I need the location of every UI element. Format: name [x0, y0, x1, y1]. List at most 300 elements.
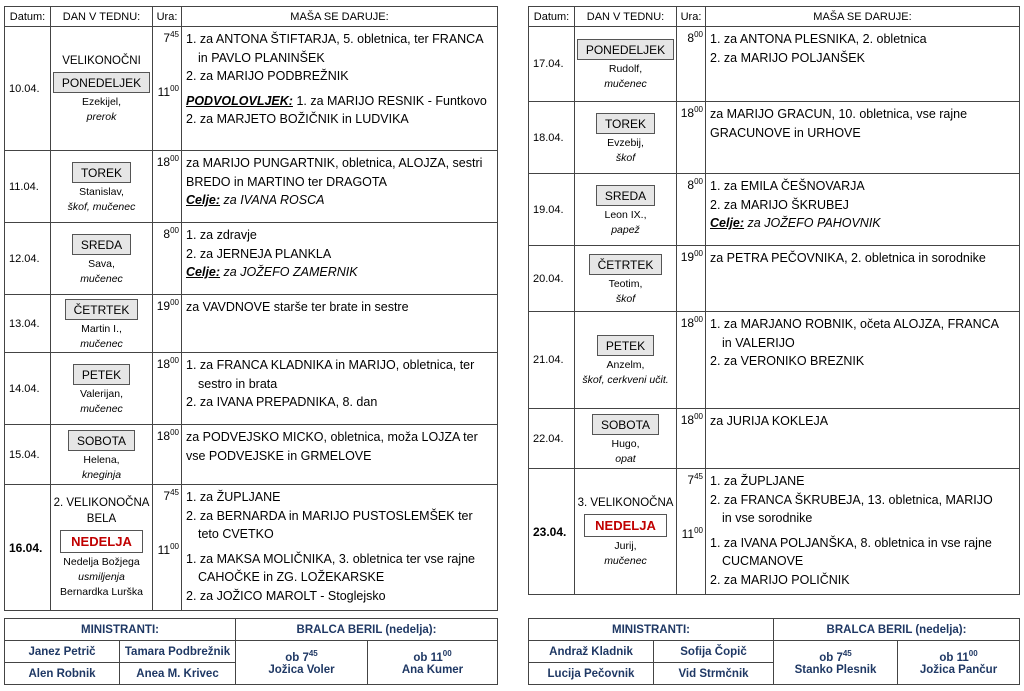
- saint-name: Leon IX.,: [604, 208, 647, 221]
- time-minute: 45: [170, 488, 179, 497]
- time-minute: 00: [170, 428, 179, 437]
- time-cell: [153, 485, 182, 611]
- time-hour: 19: [680, 250, 695, 264]
- mass-cell: [182, 353, 498, 425]
- day-name-badge: PONEDELJEK: [577, 39, 674, 60]
- intention-text: za JOŽEFO PAHOVNIK: [744, 216, 881, 230]
- mass-intention: [186, 393, 495, 412]
- reader-name: Jožica Pančur: [919, 663, 998, 676]
- mass-intention: [710, 315, 1017, 334]
- time-minute: 00: [694, 105, 703, 114]
- mass-intention: [710, 196, 1017, 215]
- feast-label: 2. VELIKONOČNA: [53, 497, 150, 509]
- mass-intention: [710, 214, 1017, 233]
- saint-title: [51, 468, 152, 483]
- day-name-badge: NEDELJA: [60, 530, 143, 553]
- mass-intention: [186, 191, 495, 210]
- mass-time: [677, 250, 705, 264]
- mass-intention: [186, 226, 495, 245]
- intention-text: 2. za MARIJO POLJANŠEK: [710, 50, 865, 65]
- day-name-badge: TOREK: [596, 113, 655, 134]
- header-time: Ura:: [153, 7, 182, 27]
- day-cell: [575, 102, 677, 174]
- intention-text: za VAVDNOVE starše ter brate in sestre: [186, 300, 409, 314]
- intention-text: za IVANA ROSCA: [220, 193, 325, 207]
- feast-label: VELIKONOČNI: [62, 54, 141, 67]
- schedule-row: [5, 353, 498, 425]
- saint-name: Jurij,: [614, 539, 637, 552]
- reader-1100: [368, 641, 498, 685]
- intention-text: in vse sorodnike: [722, 511, 813, 525]
- saint-title-text: opat: [615, 452, 636, 465]
- intention-text: 1. za FRANCA KLADNIKA in MARIJO, obletnica, ter: [186, 358, 475, 372]
- schedule-row: [529, 312, 1020, 409]
- mass-intention: [710, 334, 1017, 353]
- mass-cell: [182, 27, 498, 151]
- time-cell: [677, 27, 706, 102]
- time-hour: 18: [156, 429, 171, 443]
- time-hour: 8: [687, 31, 695, 45]
- saint-name: Evzebij,: [607, 136, 644, 149]
- mass-intention: [186, 550, 495, 569]
- mass-cell: [706, 469, 1020, 595]
- mass-intention: [710, 105, 1017, 124]
- saint-name: Anzelm,: [606, 359, 645, 371]
- mass-intention: [710, 412, 1017, 431]
- saint-title-text: kneginja: [81, 468, 122, 481]
- date-cell: 12.04.: [5, 223, 51, 295]
- day-cell: [51, 223, 153, 295]
- saint-title-text: papež: [611, 223, 640, 236]
- time-cell: [153, 27, 182, 151]
- mass-time: [677, 413, 705, 427]
- intention-text: BREDO in MARTINO ter DRAGOTA: [186, 174, 387, 189]
- day-cell: [575, 469, 677, 595]
- intention-text: vse PODVEJSKE in GRMELOVE: [186, 448, 372, 463]
- time-hour: 8: [163, 227, 171, 241]
- date-cell: 18.04.: [529, 102, 575, 174]
- intention-text: za PETRA PEČOVNIKA, 2. obletnica in sorodnike: [710, 251, 986, 265]
- mass-time: [153, 31, 181, 45]
- bralca-label: BRALCA BERIL (nedelja):: [774, 619, 1020, 641]
- mass-cell: [706, 27, 1020, 102]
- saint-title-text: škof: [615, 151, 636, 164]
- day-name-badge: PETEK: [73, 364, 130, 385]
- time-hour: 8: [687, 178, 695, 192]
- mass-intention: [710, 352, 1017, 371]
- ministrant-name: Sofija Čopič: [654, 641, 774, 663]
- mass-cell: [182, 223, 498, 295]
- time-hour: 11: [681, 527, 695, 541]
- mass-intention: [186, 587, 495, 606]
- mass-cell: [182, 151, 498, 223]
- mass-cell: [706, 102, 1020, 174]
- time-cell: [677, 469, 706, 595]
- date-cell: 19.04.: [529, 174, 575, 246]
- date-cell: 22.04.: [529, 409, 575, 469]
- header-time: Ura:: [677, 7, 706, 27]
- mass-time: [153, 227, 181, 241]
- time-minute: 00: [170, 84, 179, 93]
- time-minute: 00: [170, 356, 179, 365]
- reader-745: [236, 641, 368, 685]
- saint-name: Nedelja Božjega: [63, 556, 140, 568]
- schedule-row: [5, 485, 498, 611]
- saint-title-text: škof: [615, 292, 636, 305]
- header-day: DAN V TEDNU:: [575, 7, 677, 27]
- mass-intention: [710, 177, 1017, 196]
- mass-intention: [186, 30, 495, 49]
- saint-name: Rudolf,: [608, 63, 643, 75]
- day-name-badge: ČETRTEK: [65, 299, 139, 320]
- day-cell: [575, 174, 677, 246]
- footer-right: [528, 618, 1020, 685]
- intention-text: 1. za ŽUPLJANE: [710, 474, 805, 488]
- saint-name: Helena,: [83, 453, 120, 466]
- ministrant-name: Andraž Kladnik: [529, 641, 654, 663]
- saint-title-text: mučenec: [604, 554, 647, 567]
- date-cell: 17.04.: [529, 27, 575, 102]
- saint-title: [575, 292, 676, 307]
- reader-name: Stanko Plesnik: [794, 663, 877, 676]
- day-cell: [575, 246, 677, 312]
- saint-title: [575, 452, 676, 467]
- schedule-table-right: [528, 6, 1020, 595]
- bralca-label: BRALCA BERIL (nedelja):: [236, 619, 498, 641]
- location-label: Celje:: [186, 265, 221, 279]
- mass-intention: [186, 356, 495, 375]
- mass-intention: [186, 49, 495, 68]
- mass-intention: [710, 552, 1017, 571]
- date-cell: 13.04.: [5, 295, 51, 353]
- intention-text: 2. za MARIJO POLIČNIK: [710, 572, 850, 587]
- saint-name: Stanislav,: [79, 185, 124, 198]
- saint-name: Teotim,: [608, 277, 643, 290]
- date-cell: 14.04.: [5, 353, 51, 425]
- time-minute: 45: [170, 30, 179, 39]
- intention-text: 1. za ŽUPLJANE: [186, 490, 281, 504]
- footer-left: [4, 618, 498, 685]
- schedule-left: [4, 6, 498, 611]
- day-cell: [51, 425, 153, 485]
- mass-cell: [706, 409, 1020, 469]
- reader-name: Ana Kumer: [401, 663, 464, 676]
- schedule-row: [529, 102, 1020, 174]
- ministrant-name: Janez Petrič: [5, 641, 120, 663]
- mass-cell: [706, 174, 1020, 246]
- saint-name: Ezekijel,: [81, 95, 122, 108]
- mass-intention: [186, 245, 495, 264]
- time-cell: [677, 409, 706, 469]
- mass-intention: [710, 491, 1017, 510]
- mass-time: [153, 543, 181, 557]
- intention-text: za MARIJO PUNGARTNIK, obletnica, ALOJZA, sestri: [186, 156, 483, 170]
- intention-text: 1. za zdravje: [186, 228, 257, 242]
- time-minute: 00: [170, 298, 179, 307]
- saint-title: [51, 200, 152, 215]
- mass-intention: [710, 472, 1017, 491]
- reader-time: ob $11^{00}$: [413, 649, 452, 664]
- mass-time: [677, 31, 705, 45]
- ministrant-name: Lucija Pečovnik: [529, 663, 654, 685]
- location-label: Celje:: [186, 193, 221, 207]
- mass-intention: [186, 110, 495, 129]
- time-minute: 00: [170, 542, 179, 551]
- day-name-badge: SREDA: [596, 185, 655, 206]
- mass-time: [677, 527, 705, 541]
- saint-title-text: škof, cerkveni učit.: [582, 374, 669, 386]
- mass-intention: [710, 571, 1017, 590]
- saint-name: Martin I.,: [81, 322, 122, 335]
- mass-intention: [710, 249, 1017, 268]
- mass-time: [153, 299, 181, 313]
- feast-label: 3. VELIKONOČNA: [577, 496, 674, 509]
- schedule-row: [529, 27, 1020, 102]
- intention-text: CAHOČKE in ZG. LOŽEKARSKE: [198, 570, 385, 584]
- saint-title: [51, 272, 152, 287]
- intention-text: 2. za JERNEJA PLANKLA: [186, 246, 332, 261]
- intention-text: 2. za FRANCA ŠKRUBEJA, 13. obletnica, MARIJO: [710, 492, 993, 507]
- reader-1100: [898, 641, 1020, 685]
- time-minute: 00: [694, 526, 703, 535]
- time-cell: [677, 312, 706, 409]
- schedule-row: [5, 223, 498, 295]
- ministranti-label: MINISTRANTI:: [529, 619, 774, 641]
- mass-intention: [710, 124, 1017, 143]
- mass-intention: [186, 447, 495, 466]
- mass-intention: [186, 263, 495, 282]
- schedule-row: [5, 151, 498, 223]
- saint-title: [575, 151, 676, 166]
- day-cell: [575, 27, 677, 102]
- mass-time: [153, 357, 181, 371]
- day-cell: [51, 485, 153, 611]
- schedule-table-left: [4, 6, 498, 611]
- mass-intention: [710, 509, 1017, 528]
- mass-time: [677, 106, 705, 120]
- mass-intention: [710, 49, 1017, 68]
- time-cell: [677, 102, 706, 174]
- intention-text: za MARIJO GRACUN, 10. obletnica, vse rajne: [710, 107, 968, 121]
- saint-name: Sava,: [88, 257, 115, 270]
- intention-text: GRACUNOVE in URHOVE: [710, 125, 861, 140]
- intention-text: za JURIJA KOKLEJA: [710, 414, 829, 428]
- ministrant-name: Alen Robnik: [5, 663, 120, 685]
- intention-text: 1. za MARJANO ROBNIK, očeta ALOJZA, FRANCA: [710, 317, 999, 331]
- mass-intention: [186, 428, 495, 447]
- mass-time: [677, 473, 705, 487]
- reader-745: [774, 641, 898, 685]
- schedule-row: [5, 27, 498, 151]
- header-date: Datum:: [5, 7, 51, 27]
- intention-text: sestro in brata: [198, 376, 278, 391]
- intention-text: 1. za EMILA ČEŠNOVARJA: [710, 179, 865, 193]
- day-name-badge: ČETRTEK: [589, 254, 663, 275]
- time-hour: 7: [163, 31, 171, 45]
- time-hour: 18: [680, 106, 695, 120]
- time-minute: 00: [694, 315, 703, 324]
- saint-name: Valerijan,: [80, 387, 123, 400]
- mass-intention: [186, 568, 495, 587]
- mass-intention: [186, 92, 495, 111]
- mass-intention: [186, 525, 495, 544]
- time-hour: 19: [156, 299, 171, 313]
- reader-name: Jožica Voler: [268, 663, 335, 676]
- header-row: [529, 7, 1020, 27]
- intention-text: 1. za ANTONA PLESNIKA, 2. obletnica: [710, 32, 927, 46]
- saint-title: [51, 570, 152, 585]
- mass-time: [153, 85, 181, 99]
- day-name-badge: NEDELJA: [584, 514, 667, 537]
- intention-text: 2. za VERONIKO BREZNIK: [710, 354, 865, 368]
- day-cell: [575, 312, 677, 409]
- time-cell: [677, 174, 706, 246]
- ministrant-name: Anea M. Krivec: [120, 663, 236, 685]
- intention-text: in VALERIJO: [722, 335, 795, 350]
- saint-title-text: škof, mučenec: [67, 200, 136, 213]
- intention-text: za PODVEJSKO MICKO, obletnica, moža LOJZA ter: [186, 430, 478, 444]
- saint-title-text: mučenec: [80, 272, 123, 285]
- mass-cell: [182, 485, 498, 611]
- day-name-badge: TOREK: [72, 162, 131, 183]
- day-name-badge: SOBOTA: [592, 414, 659, 435]
- time-hour: 18: [680, 413, 695, 427]
- intention-text: 1. za MARIJO RESNIK - Funtkovo: [292, 93, 487, 108]
- intention-text: 2. za JOŽICO MAROLT - Stoglejsko: [186, 588, 386, 603]
- schedule-row: [529, 246, 1020, 312]
- mass-intention: [710, 30, 1017, 49]
- saint-title-text: usmiljenja: [78, 571, 125, 583]
- time-hour: 11: [157, 85, 171, 99]
- date-cell: 20.04.: [529, 246, 575, 312]
- mass-intention: [710, 534, 1017, 553]
- saint-title-text: mučenec: [80, 337, 123, 350]
- mass-cell: [182, 425, 498, 485]
- day-cell: [51, 27, 153, 151]
- date-cell: 15.04.: [5, 425, 51, 485]
- location-label: Celje:: [710, 216, 745, 230]
- feast-label-2: BELA: [86, 513, 117, 525]
- header-date: Datum:: [529, 7, 575, 27]
- time-minute: 00: [694, 30, 703, 39]
- mass-cell: [182, 295, 498, 353]
- header-mass: MAŠA SE DARUJE:: [182, 7, 498, 27]
- mass-time: [153, 429, 181, 443]
- time-minute: 00: [170, 226, 179, 235]
- time-cell: [153, 223, 182, 295]
- time-hour: 18: [680, 316, 695, 330]
- day-name-badge: SOBOTA: [68, 430, 135, 451]
- intention-text: 2. za BERNARDA in MARIJO PUSTOSLEMŠEK ter: [186, 508, 473, 523]
- date-cell: 10.04.: [5, 27, 51, 151]
- reader-time: ob $7^{45}$: [285, 649, 318, 664]
- time-hour: 7: [687, 473, 695, 487]
- saint-title: [575, 77, 676, 92]
- intention-text: 1. za MAKSA MOLIČNIKA, 3. obletnica ter vse rajne: [186, 551, 476, 566]
- mass-time: [677, 178, 705, 192]
- mass-intention: [186, 488, 495, 507]
- date-cell: 16.04.: [5, 485, 51, 611]
- mass-cell: [706, 246, 1020, 312]
- schedule-row: [5, 295, 498, 353]
- mass-intention: [186, 298, 495, 317]
- time-minute: 45: [694, 472, 703, 481]
- time-cell: [677, 246, 706, 312]
- saint-name: Hugo,: [611, 437, 640, 450]
- time-hour: 11: [157, 543, 171, 557]
- time-minute: 00: [170, 154, 179, 163]
- saint-title-text: mučenec: [80, 402, 123, 415]
- schedule-row: [529, 174, 1020, 246]
- date-cell: 23.04.: [529, 469, 575, 595]
- mass-intention: [186, 375, 495, 394]
- intention-text: 2. za MARJETO BOŽIČNIK in LUDVIKA: [186, 112, 409, 126]
- location-label: PODVOLOVLJEK:: [186, 93, 293, 108]
- ministranti-label: MINISTRANTI:: [5, 619, 236, 641]
- ministrant-name: Tamara Podbrežnik: [120, 641, 236, 663]
- intention-text: teto CVETKO: [198, 527, 274, 541]
- ministrant-name: Vid Strmčnik: [654, 663, 774, 685]
- day-name-badge: SREDA: [72, 234, 131, 255]
- schedule-row: [529, 469, 1020, 595]
- header-mass: MAŠA SE DARUJE:: [706, 7, 1020, 27]
- saint-title: [51, 110, 152, 125]
- schedule-row: [5, 425, 498, 485]
- time-minute: 00: [694, 412, 703, 421]
- intention-text: 2. za MARIJO ŠKRUBEJ: [710, 197, 849, 212]
- saint-extra: Bernardka Lurška: [60, 586, 143, 598]
- time-hour: 7: [163, 489, 171, 503]
- mass-time: [677, 316, 705, 330]
- time-hour: 18: [156, 155, 171, 169]
- saint-title-text: prerok: [86, 110, 117, 123]
- intention-text: 1. za IVANA POLJANŠKA, 8. obletnica in vse rajne: [710, 535, 992, 550]
- saint-title: [51, 402, 152, 417]
- schedule-right: [528, 6, 1020, 595]
- intention-text: in PAVLO PLANINŠEK: [198, 50, 325, 65]
- mass-cell: [706, 312, 1020, 409]
- intention-text: 2. za IVANA PREPADNIKA, 8. dan: [186, 395, 378, 409]
- time-cell: [153, 151, 182, 223]
- time-cell: [153, 295, 182, 353]
- day-name-badge: PETEK: [597, 335, 654, 356]
- reader-time: ob $11^{00}$: [939, 649, 978, 664]
- time-minute: 00: [694, 177, 703, 186]
- time-minute: 00: [694, 249, 703, 258]
- day-cell: [51, 151, 153, 223]
- saint-title: [575, 373, 676, 388]
- saint-title: [575, 223, 676, 238]
- intention-text: 1. za ANTONA ŠTIFTARJA, 5. obletnica, ter FRANCA: [186, 32, 484, 46]
- intention-text: 2. za MARIJO PODBREŽNIK: [186, 69, 349, 83]
- reader-time: ob $7^{45}$: [819, 649, 852, 664]
- intention-text: za JOŽEFO ZAMERNIK: [220, 265, 358, 279]
- mass-intention: [186, 67, 495, 86]
- mass-intention: [186, 507, 495, 526]
- day-cell: [51, 353, 153, 425]
- date-cell: 11.04.: [5, 151, 51, 223]
- mass-intention: [186, 173, 495, 192]
- mass-time: [153, 155, 181, 169]
- day-cell: [51, 295, 153, 353]
- intention-text: CUCMANOVE: [722, 554, 804, 568]
- day-cell: [575, 409, 677, 469]
- time-cell: [153, 353, 182, 425]
- mass-intention: [186, 154, 495, 173]
- day-name-badge: PONEDELJEK: [53, 72, 150, 93]
- saint-title: [575, 554, 676, 569]
- schedule-row: [529, 409, 1020, 469]
